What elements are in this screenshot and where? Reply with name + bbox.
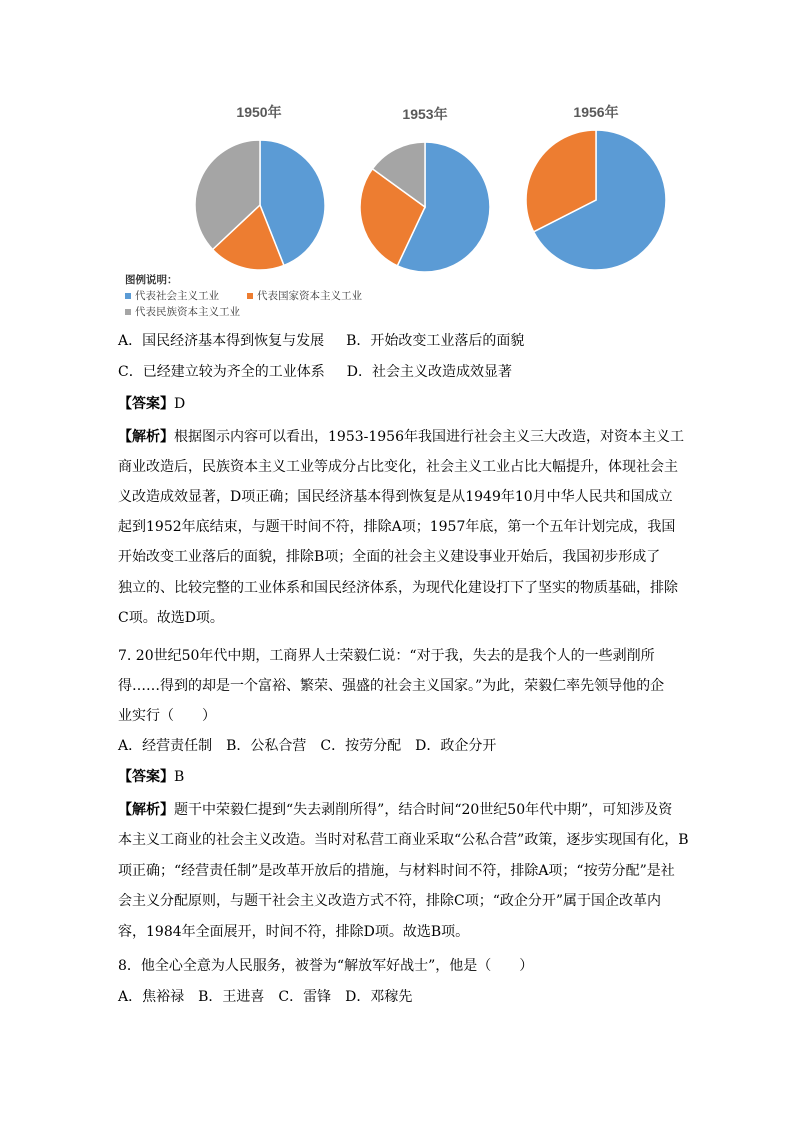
- legend-label: 代表民族资本主义工业: [135, 306, 240, 318]
- q7-analysis-line: 本主义工商业的社会主义改造。当时对私营工商业采取“公私合营”政策，逐步实现国有化，B: [118, 832, 689, 848]
- q8-stem: 8．他全心全意为人民服务，被誉为“解放军好战士”，他是（ ）: [118, 958, 534, 974]
- q6-analysis-line: C项。故选D项。: [118, 610, 224, 626]
- q6-options-row2: [118, 362, 678, 382]
- q7-answer: [118, 767, 678, 787]
- q7-analysis-line: 项正确；“经营责任制”是改革开放后的措施，与材料时间不符，排除A项；“按劳分配”是社: [118, 863, 675, 879]
- legend-item-socialist: [125, 288, 219, 304]
- pie-chart-1953: [359, 141, 491, 273]
- answer-value: B: [174, 769, 185, 785]
- q6-options-row1: [118, 331, 678, 351]
- chart-title-1956: 1956年: [573, 104, 619, 120]
- answer-label: 【答案】: [118, 396, 174, 412]
- q6-analysis-line: 义改造成效显著，D项正确；国民经济基本得到恢复是从1949年10月中华人民共和国成立: [118, 489, 673, 505]
- q7-options: A．经营责任制 B．公私合营 C．按劳分配 D．政企分开: [118, 738, 497, 754]
- q6-analysis-line: 商业改造后，民族资本主义工业等成分占比变化，社会主义工业占比大幅提升，体现社会主: [118, 459, 678, 475]
- q6-option-a: A．国民经济基本得到恢复与发展: [118, 333, 325, 349]
- answer-value: D: [174, 396, 186, 412]
- q6-option-b: B．开始改变工业落后的面貌: [346, 333, 525, 349]
- analysis-label: 【解析】: [118, 802, 174, 818]
- q6-analysis-line: [118, 427, 684, 447]
- q6-option-d: D．社会主义改造成效显著: [346, 364, 512, 380]
- chart-title-1953: 1953年: [402, 106, 448, 122]
- legend-item-state-capitalist: [247, 288, 362, 304]
- legend-label: 代表社会主义工业: [135, 290, 219, 302]
- pie-chart-1956: [525, 129, 667, 271]
- legend-swatch-blue: [125, 293, 131, 299]
- q8-options: A．焦裕禄 B．王进喜 C．雷锋 D．邓稼先: [118, 989, 413, 1005]
- q6-answer: [118, 394, 678, 414]
- q6-analysis-line: 起到1952年底结束，与题干时间不符，排除A项；1957年底，第一个五年计划完成，我国: [118, 519, 676, 535]
- q7-stem-line: 业实行（ ）: [118, 708, 216, 724]
- legend-swatch-orange: [247, 293, 253, 299]
- analysis-text: 根据图示内容可以看出，1953-1956年我国进行社会主义三大改造，对资本主义工: [174, 429, 684, 445]
- pie-chart-1950: [194, 139, 326, 271]
- q7-analysis-line: 容，1984年全面展开，时间不符，排除D项。故选B项。: [118, 924, 470, 940]
- q7-stem-line: 7. 20世纪50年代中期，工商界人士荣毅仁说：“对于我，失去的是我个人的一些剥削所: [118, 648, 655, 664]
- q6-analysis-line: 独立的、比较完整的工业体系和国民经济体系，为现代化建设打下了坚实的物质基础，排除: [118, 580, 678, 596]
- q6-analysis-line: 开始改变工业落后的面貌，排除B项；全面的社会主义建设事业开始后，我国初步形成了: [118, 549, 661, 565]
- analysis-label: 【解析】: [118, 429, 174, 445]
- legend-label: 代表国家资本主义工业: [257, 290, 362, 302]
- answer-label: 【答案】: [118, 769, 174, 785]
- legend-swatch-gray: [125, 309, 131, 315]
- chart-title-1950: 1950年: [236, 104, 282, 120]
- q7-stem-line: 得……得到的却是一个富裕、繁荣、强盛的社会主义国家。”为此，荣毅仁率先领导他的企: [118, 678, 665, 694]
- q7-analysis-line: 会主义分配原则，与题干社会主义改造方式不符，排除C项；“政企分开”属于国企改革内: [118, 893, 662, 909]
- analysis-text: 题干中荣毅仁提到“失去剥削所得”，结合时间“20世纪50年代中期”，可知涉及资: [174, 802, 673, 818]
- legend-item-national-capitalist: [125, 304, 240, 320]
- q7-analysis-line: [118, 800, 678, 820]
- legend-title: 图例说明：: [125, 274, 178, 286]
- q6-option-c: C．已经建立较为齐全的工业体系: [118, 364, 325, 380]
- chart-legend: [125, 272, 390, 320]
